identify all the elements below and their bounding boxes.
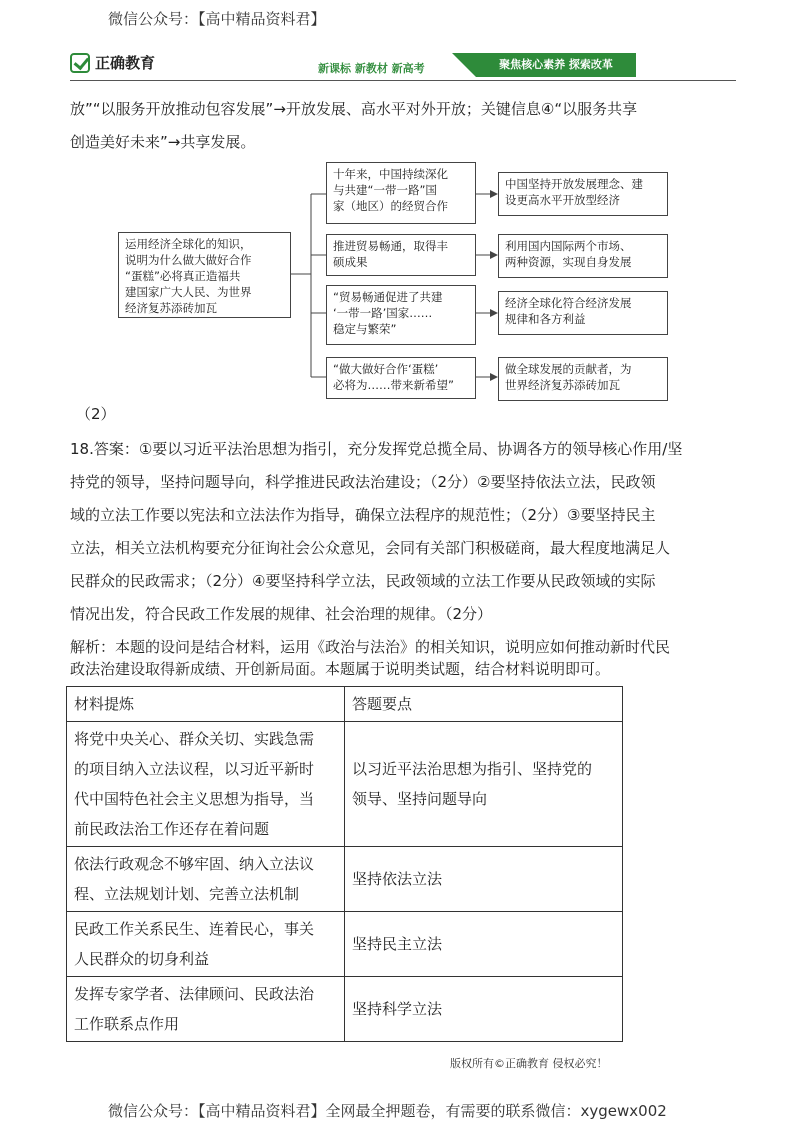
reasoning-diagram [110, 160, 670, 415]
point-cell [345, 847, 623, 912]
root-line: “蛋糕”必将真正造福共 [125, 269, 241, 283]
cell-line: 以习近平法治思想为指引、坚持党的 [352, 760, 593, 778]
evidence-line: 必将为……带来新希望” [333, 378, 454, 392]
evidence-line: 家（地区）的经贸合作 [333, 199, 448, 213]
conclusion-box-1 [498, 172, 668, 216]
cell-line: 坚持依法立法 [352, 870, 443, 888]
conclusion-line: 利用国内国际两个市场、 [505, 239, 632, 253]
logo-text: 正确教育 [95, 54, 156, 72]
brand-logo [70, 52, 155, 73]
evidence-line: 十年来，中国持续深化 [333, 167, 448, 181]
cell-line: 民政工作关系民生、连着民心，事关 [74, 920, 315, 938]
cell-line: 将党中央关心、群众关切、实践急需 [74, 730, 315, 748]
conclusion-line: 做全球发展的贡献者，为 [505, 362, 632, 376]
material-points-table [66, 686, 623, 1042]
arrow-head-2 [490, 251, 498, 259]
header-divider [70, 80, 736, 81]
material-cell [67, 847, 345, 912]
copyright-notice: 版权所有©正确教育 侵权必究！ [450, 1057, 608, 1070]
table-header-row [67, 687, 623, 722]
evidence-line: “做大做好合作‘蛋糕’ [333, 362, 439, 376]
intro-line-1: 放”“以服务开放推动包容发展”→开放发展、高水平对外开放；关键信息④“以服务共享 [70, 100, 638, 118]
conclusion-line: 两种资源，实现自身发展 [505, 255, 632, 269]
conclusion-box-4 [498, 357, 668, 401]
cell-line: 工作联系点作用 [74, 1015, 180, 1033]
cell-line: 代中国特色社会主义思想为指导，当 [74, 790, 315, 808]
root-line: 建国家广大人民、为世界 [125, 285, 252, 299]
material-cell [67, 912, 345, 977]
evidence-line: “贸易畅通促进了共建 [333, 290, 443, 304]
diagram-root-box [118, 232, 291, 318]
evidence-box-2 [326, 234, 476, 276]
slogan-ribbon-corner [452, 53, 476, 77]
cell-line: 依法行政观念不够牢固、纳入立法议 [74, 855, 315, 873]
root-line: 说明为什么做大做好合作 [125, 253, 252, 267]
material-cell [67, 977, 345, 1042]
cell-line: 的项目纳入立法议程，以习近平新时 [74, 760, 315, 778]
conclusion-box-2 [498, 234, 668, 278]
answer-line-4: 立法，相关立法机构要充分征询社会公众意见，会同有关部门积极磋商，最大程度地满足人 [70, 539, 671, 557]
cell-line: 领导、坚持问题导向 [352, 790, 488, 808]
answer-line-5: 民群众的民政需求；（2分）④要坚持科学立法，民政领域的立法工作要从民政领域的实际 [70, 572, 656, 590]
point-cell [345, 977, 623, 1042]
cell-line: 人民群众的切身利益 [74, 950, 210, 968]
slogan-left: 新课标 新教材 新高考 [318, 62, 425, 75]
evidence-box-4 [326, 357, 476, 399]
evidence-line: 与共建“一带一路”国 [333, 183, 437, 197]
root-line: 运用经济全球化的知识， [125, 237, 252, 251]
cell-line: 坚持民主立法 [352, 935, 443, 953]
evidence-line: ‘一带一路’国家…… [333, 306, 433, 320]
table-header-cell: 答题要点 [345, 687, 623, 722]
conclusion-line: 世界经济复苏添砖加瓦 [505, 378, 620, 392]
analysis-line-2: 政法治建设取得新成绩、开创新局面。本题属于说明类试题，结合材料说明即可。 [70, 660, 611, 678]
table-row [67, 977, 623, 1042]
answer-line-3: 域的立法工作要以宪法和立法法作为指导，确保立法程序的规范性；（2分）③要坚持民主 [70, 506, 656, 524]
arrow-head-1 [490, 190, 498, 198]
evidence-line: 稳定与繁荣” [333, 322, 397, 336]
cell-line: 前民政法治工作还存在着问题 [74, 820, 270, 838]
check-logo-icon [70, 53, 90, 73]
analysis-line-1: 解析：本题的设问是结合材料，运用《政治与法治》的相关知识，说明应如何推动新时代民 [70, 638, 671, 656]
arrow-head-3 [490, 309, 498, 317]
answer-line-6: 情况出发，符合民政工作发展的规律、社会治理的规律。（2分） [70, 605, 493, 623]
evidence-box-1 [326, 162, 476, 224]
table-row [67, 722, 623, 847]
evidence-line: 硕成果 [333, 255, 368, 269]
cell-line: 坚持科学立法 [352, 1000, 443, 1018]
cell-line: 发挥专家学者、法律顾问、民政法治 [74, 985, 315, 1003]
evidence-box-3 [326, 285, 476, 345]
conclusion-line: 中国坚持开放发展理念、建 [505, 177, 643, 191]
intro-line-2: 创造美好未来”→共享发展。 [70, 133, 256, 151]
arrow-head-4 [490, 373, 498, 381]
table-header-cell: 材料提炼 [67, 687, 345, 722]
point-cell [345, 722, 623, 847]
root-line: 经济复苏添砖加瓦 [125, 301, 217, 315]
answer-line-2: 持党的领导，坚持问题导向，科学推进民政法治建设；（2分）②要坚持依法立法，民政领 [70, 473, 656, 491]
top-wechat-banner: 微信公众号：【高中精品资料君】 [108, 10, 326, 28]
material-cell [67, 722, 345, 847]
evidence-line: 推进贸易畅通，取得丰 [333, 239, 448, 253]
conclusion-line: 经济全球化符合经济发展 [505, 296, 632, 310]
answer-line-1: 18.答案：①要以习近平法治思想为指引，充分发挥党总揽全局、协调各方的领导核心作用/坚 [70, 440, 683, 458]
conclusion-line: 设更高水平开放型经济 [505, 193, 620, 207]
conclusion-line: 规律和各方利益 [505, 312, 586, 326]
cell-line: 程、立法规划计划、完善立法机制 [74, 885, 300, 903]
table-row [67, 912, 623, 977]
slogan-right: 聚焦核心素养 探索改革 [476, 53, 636, 77]
question-number: （2） [76, 405, 116, 423]
point-cell [345, 912, 623, 977]
bottom-wechat-banner: 微信公众号：【高中精品资料君】全网最全押题卷，有需要的联系微信：xygewx002 [108, 1102, 667, 1120]
conclusion-box-3 [498, 291, 668, 335]
table-row [67, 847, 623, 912]
